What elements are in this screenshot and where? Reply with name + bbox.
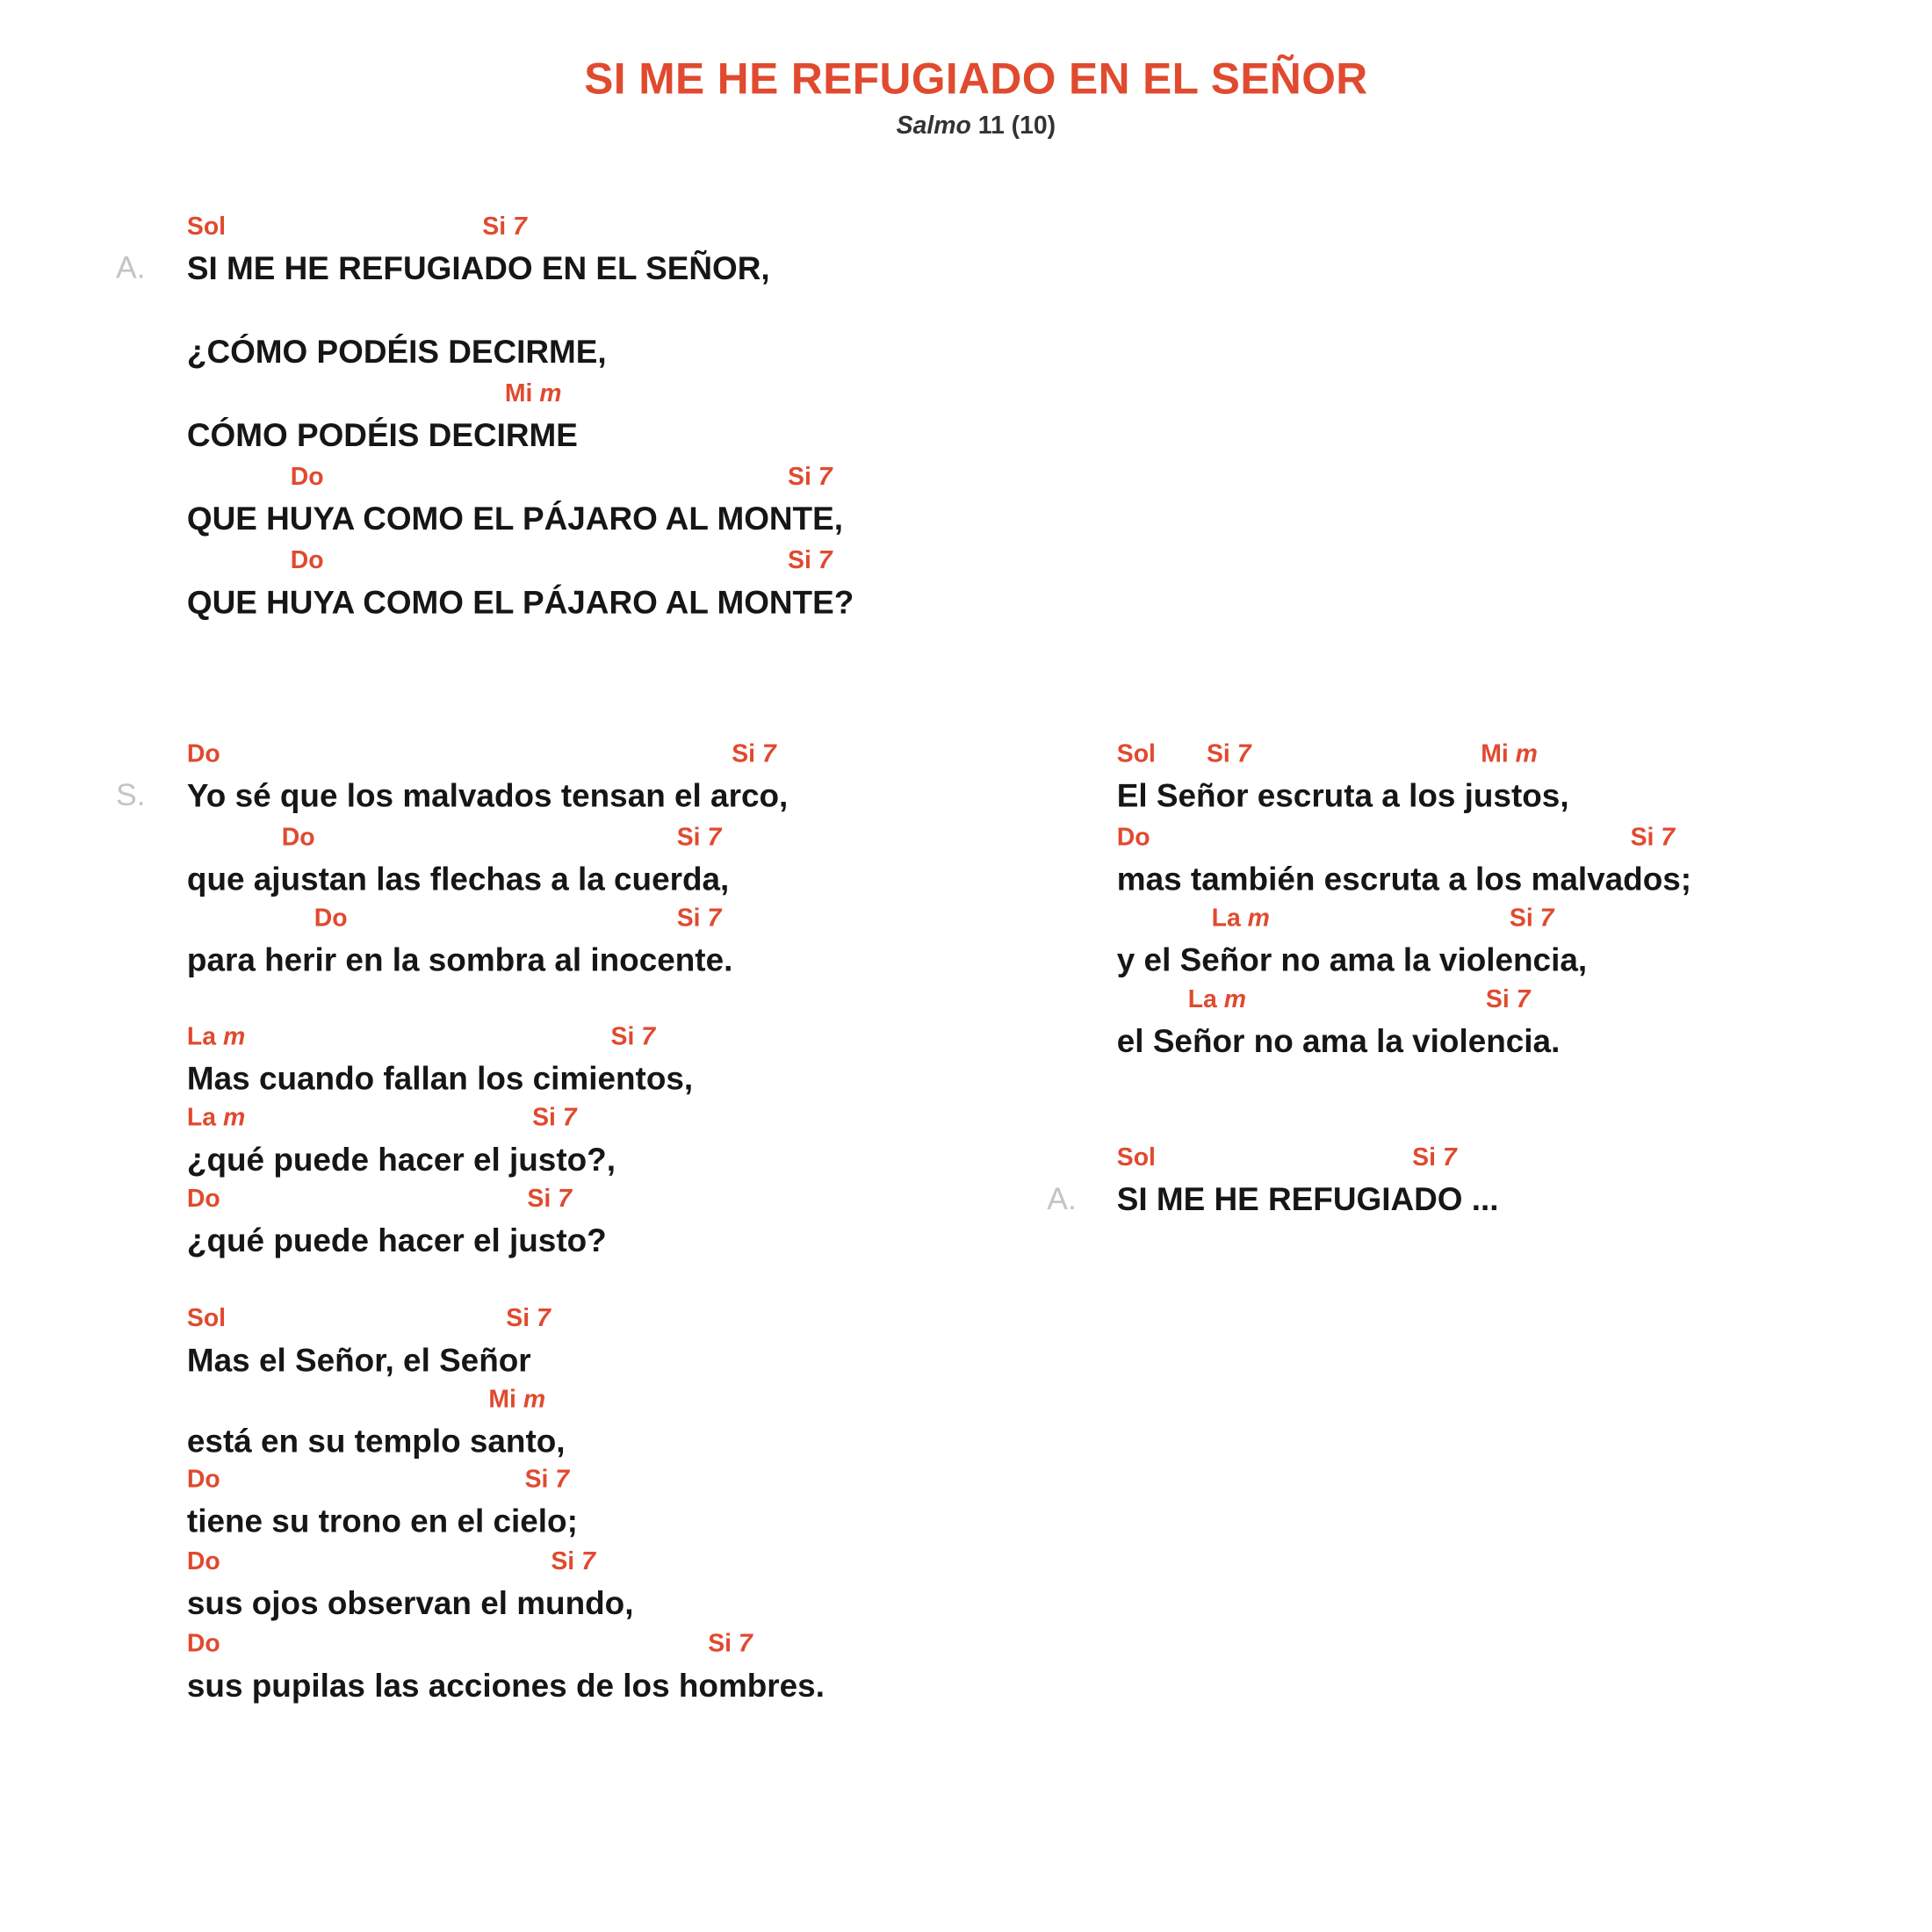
chord-label: Si 7 xyxy=(1485,985,1531,1013)
lyric-line: sus pupilas las acciones de los hombres. xyxy=(186,1666,825,1705)
subtitle-book: Salmo xyxy=(896,112,971,140)
chord-label: Mi m xyxy=(1481,740,1538,768)
chord-label: Si 7 xyxy=(788,547,833,575)
chord-label: Si 7 xyxy=(527,1185,572,1214)
lyric-line: que ajustan las flechas a la cuerda, xyxy=(186,860,730,898)
chord-label: Do xyxy=(186,740,220,768)
chord-label: Si 7 xyxy=(1412,1144,1457,1172)
chord-label: Si 7 xyxy=(676,905,722,933)
lyric-line: ¿qué puede hacer el justo? xyxy=(186,1222,607,1259)
lyric-line: SI ME HE REFUGIADO EN EL SEÑOR, xyxy=(186,249,770,287)
chord-label: Mi m xyxy=(504,379,562,408)
chord-label: Si 7 xyxy=(506,1305,551,1333)
lyric-line: El Señor escruta a los justos, xyxy=(1116,776,1569,814)
chord-label: Si 7 xyxy=(482,213,527,241)
chord-label: Do xyxy=(186,1185,220,1214)
chord-label: Sol xyxy=(186,213,227,241)
lyric-line: está en su templo santo, xyxy=(186,1422,566,1460)
lyric-line: QUE HUYA COMO EL PÁJARO AL MONTE, xyxy=(186,500,843,537)
lyric-line: Mas el Señor, el Señor xyxy=(186,1341,531,1379)
chord-label: Do xyxy=(281,824,315,852)
lyric-line: QUE HUYA COMO EL PÁJARO AL MONTE? xyxy=(186,583,854,621)
chord-label: Do xyxy=(186,1466,220,1494)
chord-label: Si 7 xyxy=(1509,905,1554,933)
lyric-line: CÓMO PODÉIS DECIRME xyxy=(186,416,578,454)
chord-label: Do xyxy=(290,547,324,575)
chord-label: Si 7 xyxy=(524,1466,570,1494)
lyric-line: ¿CÓMO PODÉIS DECIRME, xyxy=(186,332,607,371)
chord-label: Do xyxy=(1116,824,1150,852)
lyric-line: tiene su trono en el cielo; xyxy=(186,1502,578,1539)
song-title: SI ME HE REFUGIADO EN EL SEÑOR xyxy=(584,54,1368,104)
lyric-line: Mas cuando fallan los cimientos, xyxy=(186,1059,694,1098)
chord-label: La m xyxy=(1211,905,1270,933)
chord-label: Sol xyxy=(186,1305,227,1333)
chord-label: La m xyxy=(186,1023,246,1051)
lyric-line: y el Señor no ama la violencia, xyxy=(1116,941,1588,979)
chord-label: Si 7 xyxy=(732,740,776,768)
chord-label: Si 7 xyxy=(532,1104,577,1132)
lyric-line: SI ME HE REFUGIADO ... xyxy=(1116,1180,1499,1218)
chord-label: Sol xyxy=(1116,740,1156,768)
song-subtitle xyxy=(0,112,1932,141)
chord-label: La m xyxy=(1187,985,1246,1013)
chord-label: Do xyxy=(186,1547,220,1576)
chord-label: Do xyxy=(314,905,348,933)
chord-label: Si 7 xyxy=(788,464,833,492)
lyric-line: el Señor no ama la violencia. xyxy=(1116,1021,1561,1060)
subtitle-number: 11 (10) xyxy=(977,112,1056,140)
chord-label: Si 7 xyxy=(1206,740,1251,768)
chord-label: Si 7 xyxy=(708,1630,753,1658)
lyric-line: para herir en la sombra al inocente. xyxy=(186,941,733,979)
chord-label: Do xyxy=(290,464,324,492)
lyric-line: Yo sé que los malvados tensan el arco, xyxy=(186,776,789,814)
chord-label: Si 7 xyxy=(676,824,722,852)
section-label: A. xyxy=(116,250,146,286)
section-label: A. xyxy=(1047,1181,1077,1217)
chord-label: Mi m xyxy=(488,1386,546,1414)
chord-label: Si 7 xyxy=(610,1023,656,1051)
section-label: S. xyxy=(116,777,146,813)
chord-label: Sol xyxy=(1116,1144,1156,1172)
chord-label: Do xyxy=(186,1630,220,1658)
chord-label: Si 7 xyxy=(1630,824,1676,852)
lyric-line: sus ojos observan el mundo, xyxy=(186,1584,634,1622)
lyric-line: ¿qué puede hacer el justo?, xyxy=(186,1140,616,1179)
chord-label: La m xyxy=(186,1104,246,1132)
chord-label: Si 7 xyxy=(551,1547,595,1576)
lyric-line: mas también escruta a los malvados; xyxy=(1116,860,1692,898)
